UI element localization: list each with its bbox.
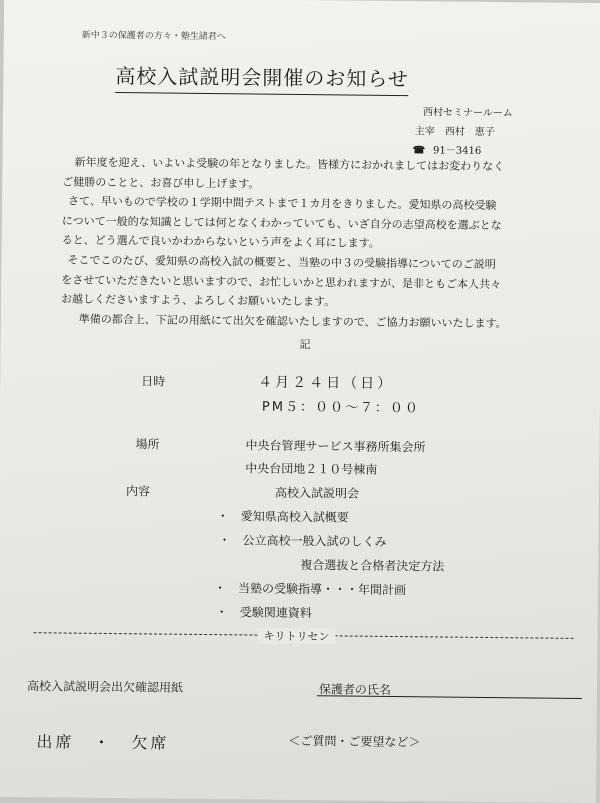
body-line: をさせていただきたいと思いますので、お忙しいかと思われますが、是非ともご本人共々 — [61, 273, 502, 291]
body-line: 新年度を迎え、いよいよ受験の年となりました。皆様方におかれましてはお変わりなく — [74, 155, 505, 174]
addressee: 新中３の保護者の方々・塾生諸君へ — [81, 30, 226, 43]
date-value: ４月２４日（日） — [258, 374, 395, 392]
page-title: 高校入試説明会開催のお知らせ — [115, 60, 409, 96]
phone-number: 91－3416 — [433, 145, 482, 157]
phone-icon: ☎ — [412, 145, 426, 157]
body-line: 準備の都合上、下記の用紙にて出欠を確認いたしますので、ご協力お願いいたします。 — [78, 312, 507, 330]
body-line: ご健勝のことと、お喜び申し上げます。 — [62, 175, 260, 191]
guardian-name-label: 保護者の氏名 — [318, 682, 392, 697]
time-value: PM５：００～７：００ — [261, 399, 421, 417]
sender-organization: 西村セミナールーム — [422, 107, 513, 120]
place-label: 場所 — [135, 437, 160, 452]
sender-host: 主宰 西村 恵子 — [414, 126, 495, 139]
notes-label: ＜ご質問・ご要望など＞ — [288, 733, 421, 750]
content-title: 高校入試説明会 — [274, 485, 360, 501]
content-item: ・ 公立高校一般入試のしくみ — [218, 533, 387, 549]
form-title: 高校入試説明会出欠確認用紙 — [26, 679, 184, 695]
content-item: ・ 愛知県高校入試概要 — [216, 509, 349, 525]
place-line-1: 中央台管理サービス事務所集会所 — [245, 438, 426, 455]
date-label: 日時 — [141, 374, 166, 389]
body-line: そこでこのたび、愛知県の高校入試の概要と、当塾の中３の受験指導についてのご説明 — [67, 253, 496, 272]
body-text — [61, 153, 583, 335]
body-line: さて、早いもので学校の１学期中間テストまで１カ月をきりました。愛知県の高校受験 — [68, 194, 497, 213]
content-label: 内容 — [125, 484, 151, 499]
place-line-2: 中央台団地２１０号棟南 — [245, 461, 378, 477]
ki-heading: 記 — [299, 337, 311, 352]
content-item: ・ 当塾の受験指導・・・年間計画 — [213, 581, 407, 598]
body-line: ると、どう選んで良いかわからないという声をよく耳にします。 — [61, 233, 380, 251]
cut-line — [33, 625, 573, 645]
content-item: ・ 受験関連資料 — [215, 605, 312, 621]
content-item: 複合選抜と合格者決定方法 — [300, 558, 445, 574]
body-line: お越しくださいますよう、よろしくお願いいたします。 — [60, 292, 336, 309]
cut-line-label: キリトリセン — [257, 628, 335, 645]
body-line: について一般的な知識としては何となくわかっていても、いざ自分の志望高校を選ぶとな — [61, 214, 502, 232]
attendance-choice[interactable]: 出席 ・ 欠席 — [36, 732, 170, 753]
sender-phone — [413, 141, 482, 157]
